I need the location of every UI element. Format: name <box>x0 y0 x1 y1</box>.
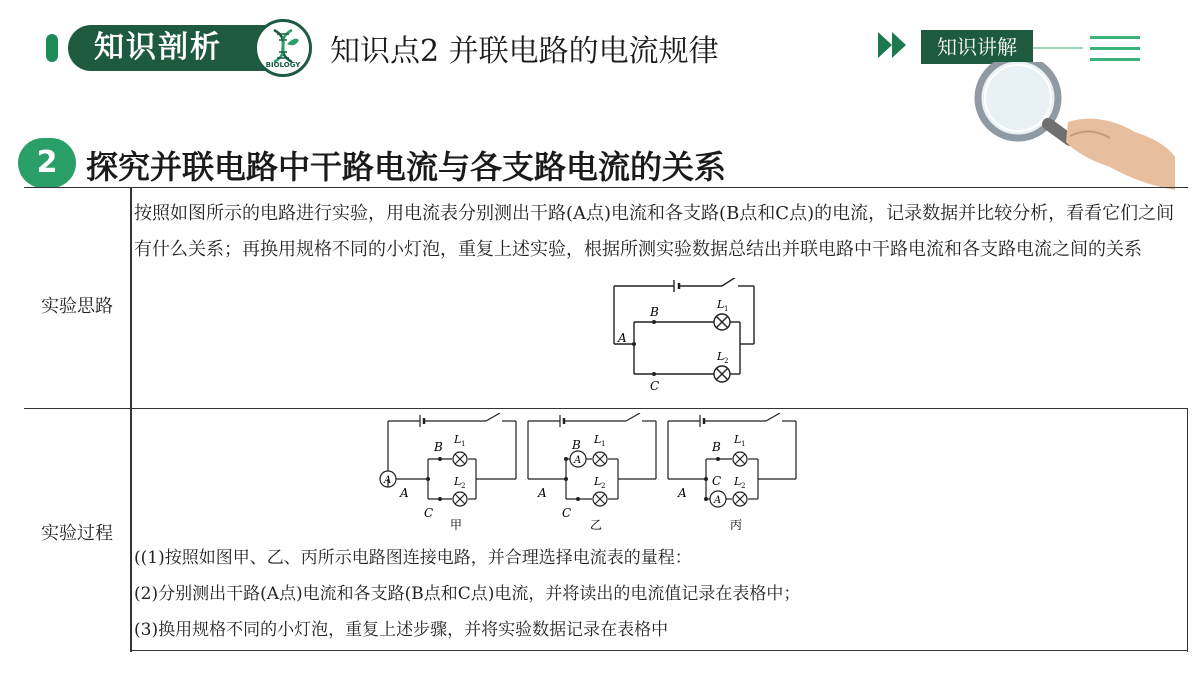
lamp-l1-label: L <box>717 298 725 311</box>
lamp-l2-sub: 2 <box>461 482 466 490</box>
lamp-l1-sub: 1 <box>461 440 466 448</box>
section-number: 2 <box>18 138 76 188</box>
lamp-l1-label: L <box>734 433 742 446</box>
knowledge-badge <box>46 25 274 71</box>
explain-badge: 知识讲解 <box>921 30 1033 64</box>
magnifier-hand-icon <box>970 62 1180 192</box>
lamp-l1-label: L <box>594 433 602 446</box>
point-c-label: C <box>562 506 572 520</box>
table-row <box>24 409 1188 652</box>
table-right-border <box>1187 409 1189 652</box>
point-b-label: B <box>712 440 721 454</box>
ammeter-circuits-diagram <box>376 413 816 533</box>
lamp-l2-sub: 2 <box>741 482 746 490</box>
explain-divider <box>1033 47 1083 49</box>
idea-paragraph: 按照如图所示的电路进行实验，用电流表分别测出干路(A点)电流和各支路(B点和C点)的电流，记录数据并比较分析，看看它们之间有什么关系；再换用规格不同的小灯泡，重复上述实验，根据所测实验数据总结出并联电路中干路电流和各支路电流之间的关系 <box>134 203 1175 260</box>
point-b-label: B <box>572 438 581 452</box>
lamp-l2-label: L <box>594 475 602 488</box>
column-divider <box>130 188 132 652</box>
point-c-label: C <box>650 379 660 393</box>
point-a-label: A <box>538 486 547 500</box>
biology-logo <box>254 19 312 77</box>
step-2: (2)分别测出干路(A点)电流和各支路(B点和C点)电流，并将读出的电流值记录在表格中； <box>134 584 801 604</box>
point-b-label: B <box>434 440 443 454</box>
caption-bing: 丙 <box>730 518 743 532</box>
meter-label: A <box>574 455 582 466</box>
lamp-l1-sub: 1 <box>741 440 746 448</box>
step-1: ((1)按照如图甲、乙、丙所示电路图连接电路，并合理选择电流表的量程： <box>134 548 692 568</box>
badge-label: 知识剖析 <box>94 30 222 65</box>
point-title: 知识点2 并联电路的电流规律 <box>330 34 719 69</box>
lamp-l2-sub: 2 <box>601 482 606 490</box>
lamp-l2-label: L <box>454 475 462 488</box>
double-arrow-icon <box>876 30 916 60</box>
caption-yi: 乙 <box>590 518 603 532</box>
table-row <box>24 188 1188 409</box>
point-a-label: A <box>400 486 409 500</box>
menu-icon[interactable] <box>1090 36 1140 62</box>
experiment-table <box>24 187 1188 651</box>
lamp-l1-sub: 1 <box>724 305 729 313</box>
parallel-circuit-diagram <box>604 278 774 396</box>
step-3: (3)换用规格不同的小灯泡，重复上述步骤，并将实验数据记录在表格中 <box>134 620 669 640</box>
point-a-label: A <box>678 486 687 500</box>
row-label-idea: 实验思路 <box>41 296 113 317</box>
badge-dot <box>46 34 58 62</box>
point-c-label: C <box>424 506 434 520</box>
lamp-l2-label: L <box>734 475 742 488</box>
table-bottom-border <box>130 650 1188 652</box>
lamp-l1-sub: 1 <box>601 440 606 448</box>
point-c-label: C <box>712 474 722 488</box>
point-b-label: B <box>650 305 659 319</box>
meter-label: A <box>384 475 392 486</box>
section-title: 探究并联电路中干路电流与各支路电流的关系 <box>86 148 727 186</box>
lamp-l1-label: L <box>454 433 462 446</box>
row-label-process: 实验过程 <box>41 523 113 544</box>
meter-label: A <box>714 495 722 506</box>
lamp-l2-sub: 2 <box>724 357 729 365</box>
lamp-l2-label: L <box>717 350 725 363</box>
point-a-label: A <box>618 331 627 345</box>
biology-text: BIOLOGY <box>265 61 301 69</box>
caption-jia: 甲 <box>450 518 463 532</box>
